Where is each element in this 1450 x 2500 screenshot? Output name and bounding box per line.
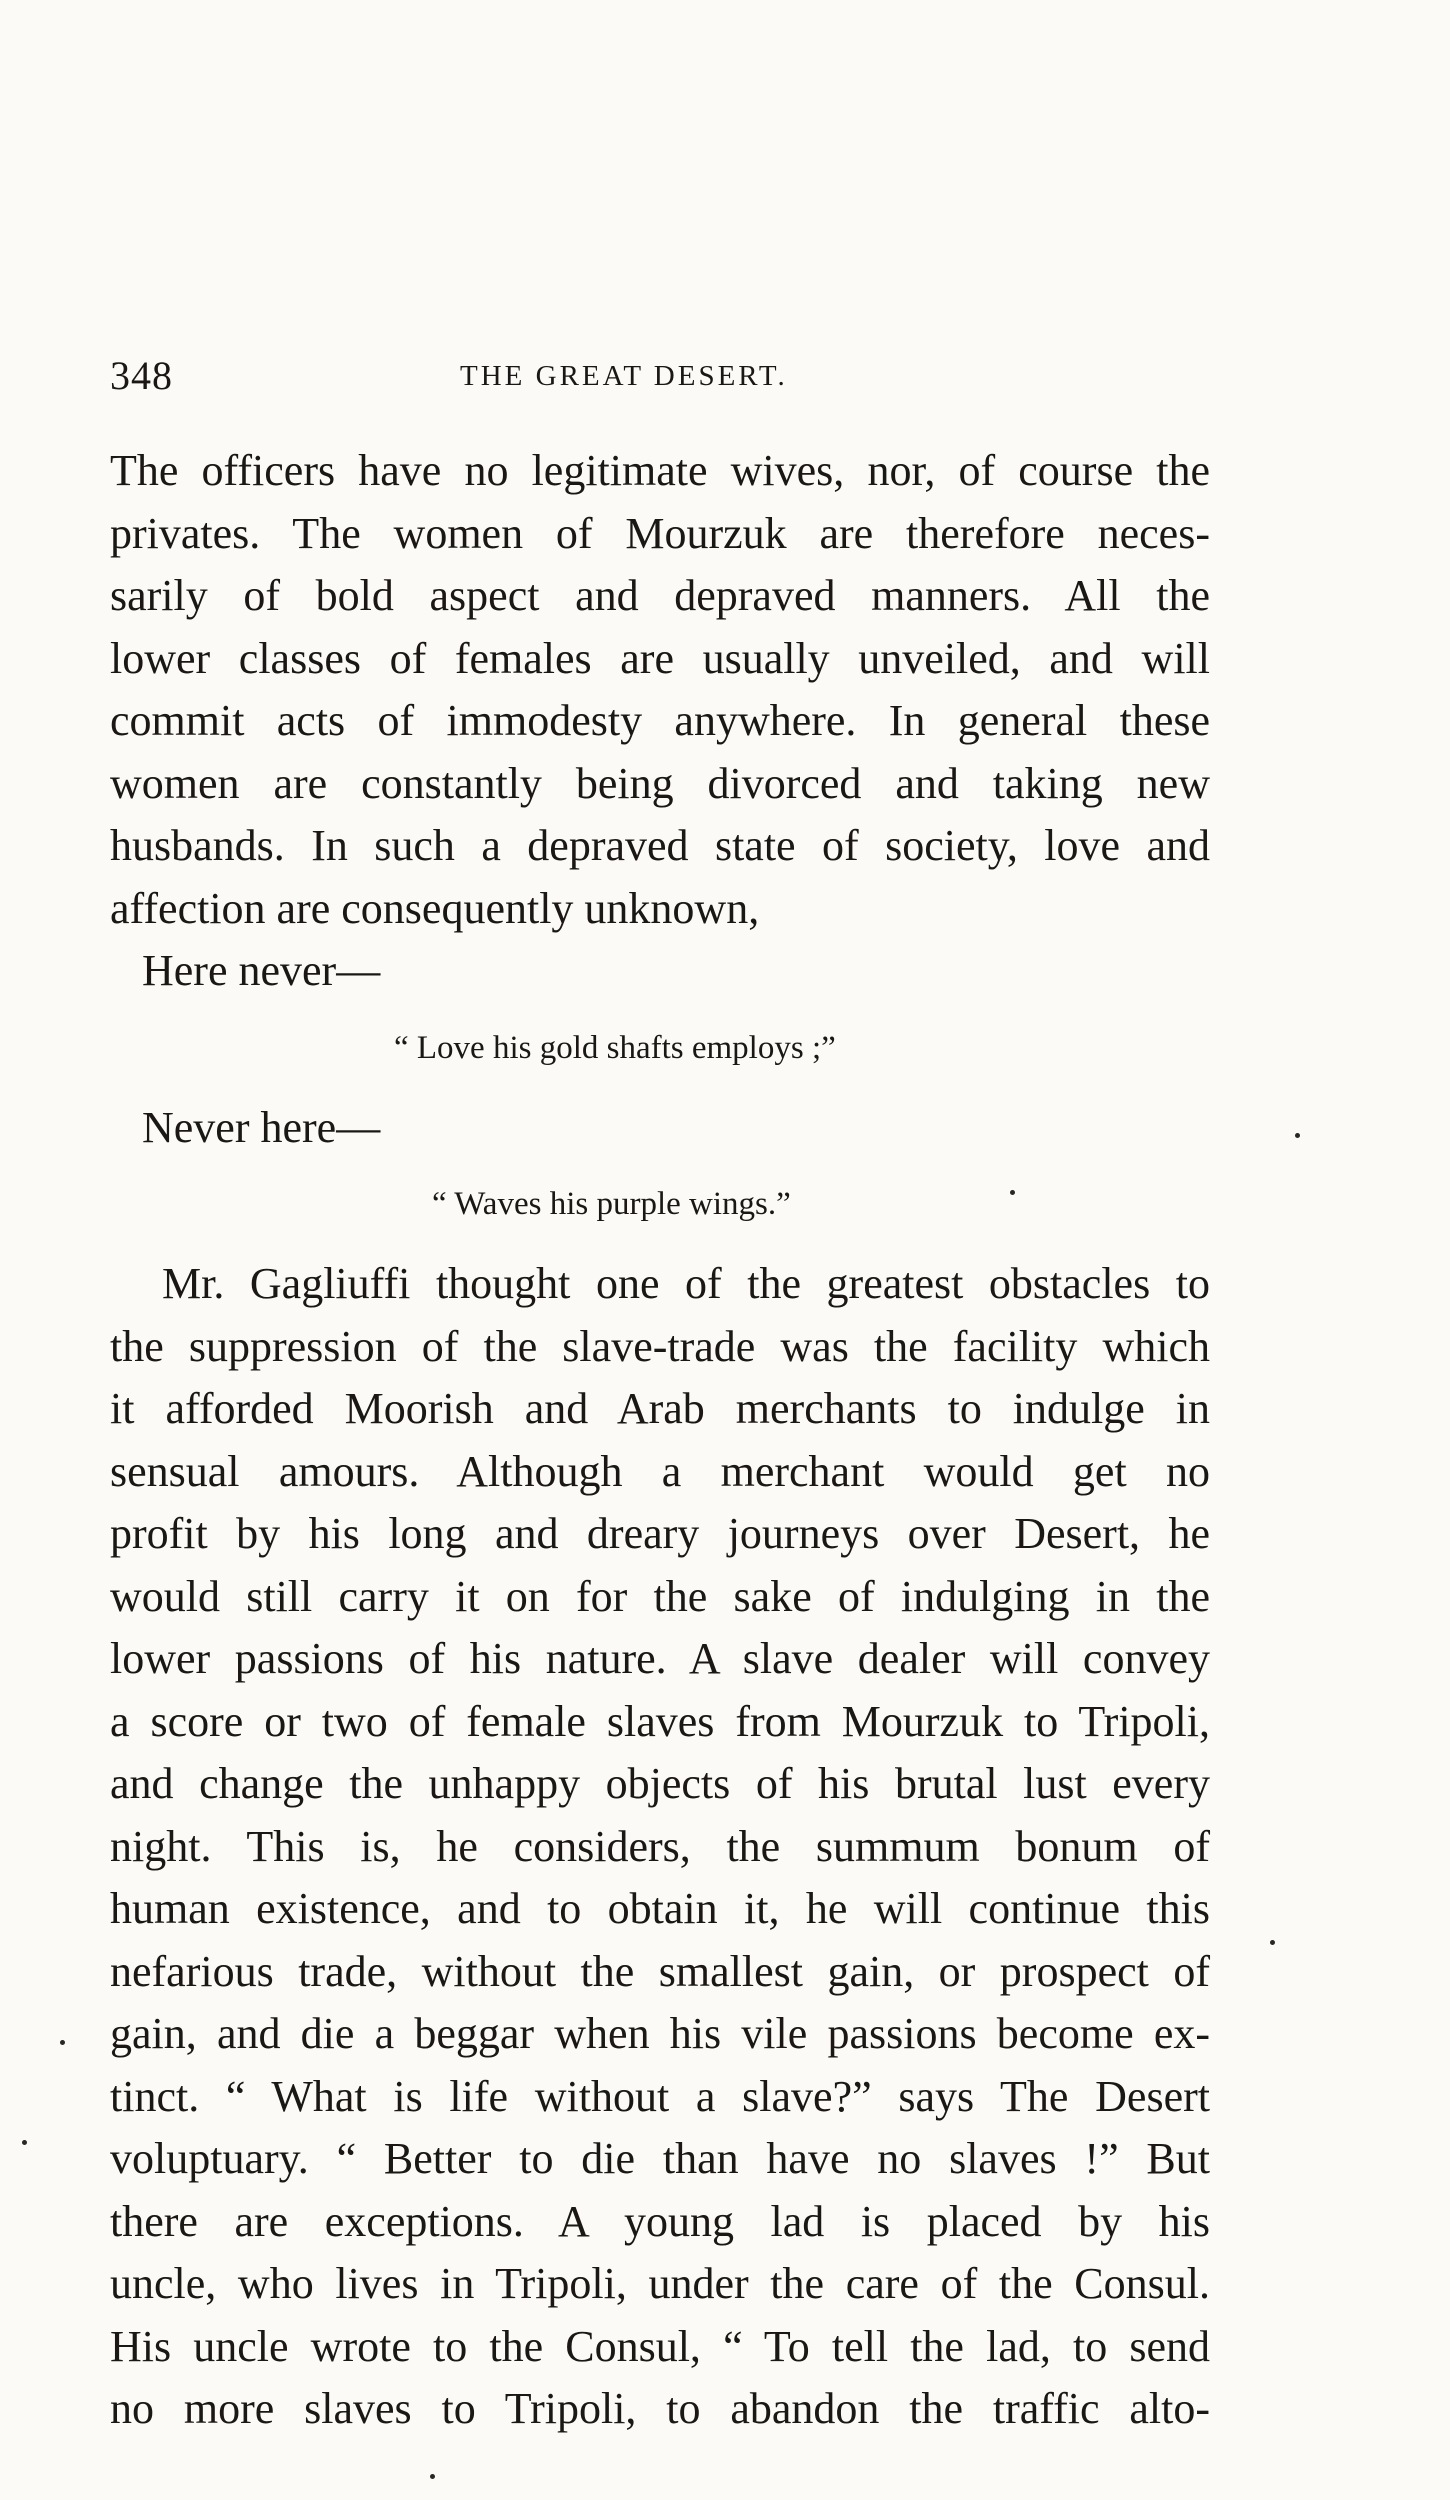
- print-speck: [22, 2140, 27, 2145]
- text-line: Mr. Gagliuffi thought one of the greatest obstacles to: [162, 1259, 1210, 1308]
- text-line: night. This is, he considers, the summum bonum of: [110, 1821, 1210, 1871]
- text-line: there are exceptions. A young lad is placed by his: [110, 2196, 1210, 2246]
- text-line: profit by his long and dreary journeys over Desert, he: [110, 1509, 1210, 1558]
- text-line: uncle, who lives in Tripoli, under the care of the Consul.: [110, 2259, 1210, 2308]
- print-speck: [1270, 1940, 1275, 1945]
- text-line: privates. The women of Mourzuk are therefore neces-: [110, 508, 1210, 558]
- text-line: gain, and die a beggar when his vile passions become ex-: [110, 2009, 1210, 2058]
- body-text: [110, 440, 1210, 2441]
- text-line: sarily of bold aspect and depraved manners. All the: [110, 571, 1210, 620]
- paragraph-2: [110, 1253, 1210, 2441]
- text-line: human existence, and to obtain it, he will continue this: [110, 1884, 1210, 1933]
- print-speck: [1295, 1133, 1300, 1138]
- text-line: tinct. “ What is life without a slave?” says The Desert: [110, 2071, 1210, 2121]
- text-line: would still carry it on for the sake of indulging in the: [110, 1571, 1210, 1621]
- verse-quote-2: “ Waves his purple wings.”: [432, 1186, 791, 1222]
- text-line: the suppression of the slave-trade was the facility which: [110, 1321, 1210, 1371]
- text-line: His uncle wrote to the Consul, “ To tell the lad, to send: [110, 2321, 1210, 2371]
- text-line: lower passions of his nature. A slave dealer will convey: [110, 1634, 1210, 1683]
- text-line: commit acts of immodesty anywhere. In general these: [110, 696, 1210, 745]
- text-line: nefarious trade, without the smallest gain, or prospect of: [110, 1946, 1210, 1996]
- paragraph-1: [110, 440, 1210, 940]
- text-line: sensual amours. Although a merchant would get no: [110, 1446, 1210, 1496]
- print-speck: [60, 2040, 65, 2045]
- text-line: a score or two of female slaves from Mourzuk to Tripoli,: [110, 1696, 1210, 1746]
- text-line: voluptuary. “ Better to die than have no slaves !” But: [110, 2134, 1210, 2183]
- running-head: [110, 352, 1210, 412]
- text-line: The officers have no legitimate wives, nor, of course the: [110, 446, 1210, 495]
- text-line: it afforded Moorish and Arab merchants to indulge in: [110, 1384, 1210, 1433]
- text-line: husbands. In such a depraved state of society, love and: [110, 821, 1210, 870]
- text-line: and change the unhappy objects of his brutal lust every: [110, 1759, 1210, 1808]
- verse-quote-1: “ Love his gold shafts employs ;”: [394, 1029, 836, 1066]
- text-line: affection are consequently unknown,: [110, 883, 760, 933]
- text-line: women are constantly being divorced and taking new: [110, 758, 1210, 808]
- print-speck: [430, 2474, 435, 2479]
- text-line: no more slaves to Tripoli, to abandon the traffic alto-: [110, 2384, 1210, 2433]
- here-never-line: Here never—: [142, 946, 381, 995]
- page-number: 348: [110, 353, 173, 398]
- print-speck: [1010, 1190, 1015, 1195]
- running-title: THE GREAT DESERT.: [460, 360, 788, 392]
- text-line: lower classes of females are usually unveiled, and will: [110, 633, 1210, 683]
- never-here-line: Never here—: [142, 1102, 381, 1152]
